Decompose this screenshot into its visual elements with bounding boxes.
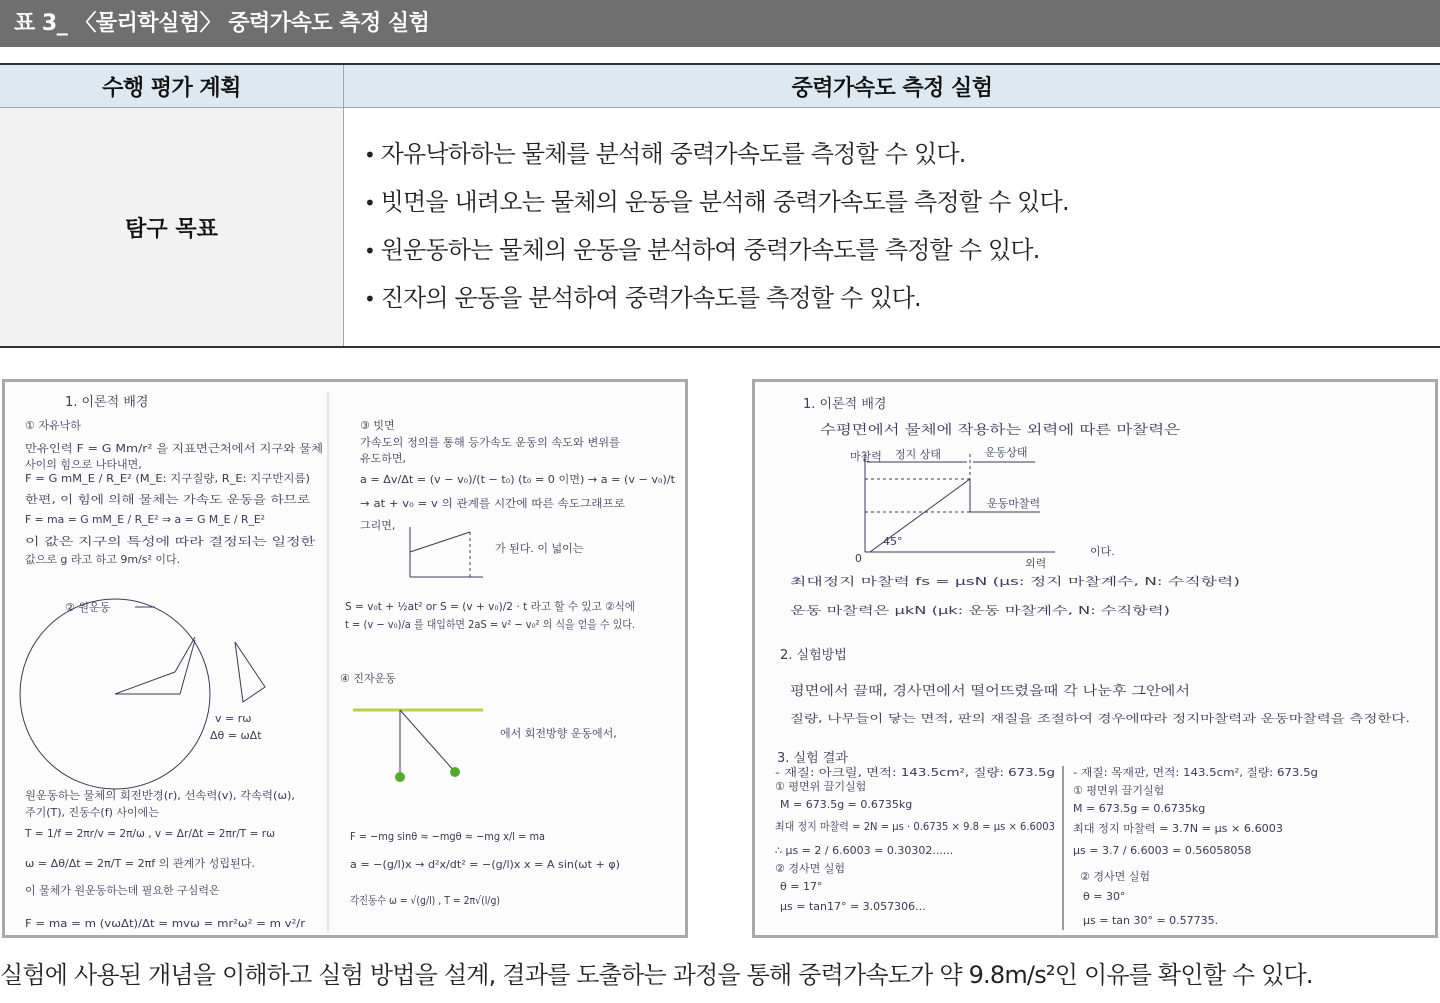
note-left-line: F = ma = m (vωΔt)/Δt = mvω = mr²ω² = m v²/r: [25, 917, 306, 930]
list-item: • 진자의 운동을 분석하여 중력가속도를 측정할 수 있다.: [364, 275, 1440, 323]
pendulum-diagram: [353, 710, 483, 782]
note-left-line: 사이의 힘으로 나타내면,: [25, 458, 142, 471]
note-left-line: 그리면,: [360, 519, 396, 532]
note-left-sec1-title: 1. 이론적 배경: [65, 395, 149, 410]
note-right-graph-angle: 45°: [883, 535, 903, 548]
student-note-left: [2, 379, 688, 938]
note-left-sub4: ④ 진자운동: [340, 672, 396, 685]
note-left-line: → at + v₀ = v 의 관계를 시간에 따른 속도그래프로: [360, 497, 611, 510]
note-right-line: M = 673.5g = 0.6735kg: [1073, 802, 1206, 815]
note-left-line: 에서 회전방향 운동에서,: [500, 727, 617, 740]
list-item: • 자유낙하하는 물체를 분석해 중력가속도를 측정할 수 있다.: [364, 131, 1440, 179]
note-left-line: 이 값은 지구의 특성에 따라 결정되는 일정한: [25, 535, 238, 548]
velocity-time-graph: [410, 527, 483, 577]
note-right-line: 이다.: [1090, 545, 1115, 558]
note-right-line: 최대정지 마찰력 fs = μsN (μs: 정지 마찰계수, N: 수직항력): [790, 575, 1083, 588]
note-right-line: 최대 정지 마찰력 = 3.7N = μs × 6.6003: [1073, 822, 1280, 835]
header-experiment: 중력가속도 측정 실험: [344, 64, 1440, 108]
note-right-graph-origin: 0: [855, 552, 862, 565]
note-left-line: 한편, 이 힘에 의해 물체는 가속도 운동을 하므로: [25, 493, 255, 506]
note-right-graph-x: 외력: [1025, 557, 1047, 570]
note-left-line: ω = Δθ/Δt = 2π/T = 2πf 의 관계가 성립된다.: [25, 857, 254, 870]
assessment-plan-table: [0, 63, 1440, 348]
note-right-sec3-title: 3. 실험 결과: [777, 751, 848, 766]
note-right-graph-y: 마찰력: [850, 450, 882, 463]
goal-list: [344, 131, 1440, 323]
caption: 실험에 사용된 개념을 이해하고 실험 방법을 설계, 결과를 도출하는 과정을 통해 중력가속도가 약 9.8m/s²인 이유를 확인할 수 있다.: [0, 961, 1313, 989]
list-item: • 빗면을 내려오는 물체의 운동을 분석해 중력가속도를 측정할 수 있다.: [364, 179, 1440, 227]
note-right-line: μs = tan17° = 3.057306...: [780, 900, 926, 913]
note-left-sub2: ② 원운동: [65, 601, 111, 614]
list-item: • 원운동하는 물체의 운동을 분석하여 중력가속도를 측정할 수 있다.: [364, 227, 1440, 275]
note-left-line: 유도하면,: [360, 452, 407, 465]
note-left-line: 만유인력 F = G Mm/r² 을 지표면근처에서 지구와 물체: [25, 442, 291, 455]
note-right-line: 수평면에서 물체에 작용하는 외력에 따른 마찰력은: [820, 423, 1105, 438]
note-left-line: a = Δv/Δt = (v − v₀)/(t − t₀) (t₀ = 0 이면) → a = (v − v₀)/t: [360, 473, 671, 486]
note-left-line: v = rω: [215, 712, 252, 725]
goals-cell: [344, 108, 1440, 348]
header-plan: 수행 평가 계획: [0, 64, 344, 108]
note-left-line: 이 물체가 원운동하는데 필요한 구심력은: [25, 884, 220, 897]
table-row: [0, 108, 1440, 348]
note-left-line: F = ma = G mM_E / R_E² ⇒ a = G M_E / R_E²: [25, 513, 265, 526]
note-right-graph-kinetic: 운동마찰력: [987, 497, 1041, 510]
note-right-line: M = 673.5g = 0.6735kg: [780, 798, 913, 811]
note-left-line: T = 1/f = 2πr/v = 2π/ω , v = Δr/Δt = 2πr/T = rω: [24, 827, 275, 840]
note-right-line: ① 평면위 끌기실험: [775, 780, 867, 793]
note-right-graph-moving: 운동상태: [985, 446, 1028, 459]
student-note-right: [752, 379, 1438, 938]
note-right-line: 운동 마찰력은 μkN (μk: 운동 마찰계수, N: 수직항력): [790, 604, 1048, 617]
note-right-line: 질량, 나무들이 닿는 면적, 판의 재질을 조절하여 경우에따라 정지마찰력과 운동마찰력을 측정한다.: [790, 712, 1261, 725]
note-left-line: 값으로 g 라고 하고 9m/s² 이다.: [25, 553, 181, 566]
note-right-line: μs = tan 30° = 0.57735.: [1083, 914, 1219, 927]
note-left-line: 주기(T), 진동수(f) 사이에는: [25, 806, 159, 819]
note-left-line: a = −(g/l)x → d²x/dt² = −(g/l)x x = A sin(ωt + φ): [350, 858, 620, 871]
note-right-line: 최대 정지 마찰력 = 2N = μs · 0.6735 × 9.8 = μs × 6.6003: [775, 820, 1084, 833]
note-left-sub1: ① 자유낙하: [25, 419, 81, 432]
note-left-line: 각진동수 ω = √(g/l) , T = 2π√(l/g): [350, 894, 528, 907]
note-left-line: S = v₀t + ½at² or S = (v + v₀)/2 · t 라고 할 수 있고 ②식에: [345, 600, 648, 613]
table-title: 표 3_ 〈물리학실험〉 중력가속도 측정 실험: [0, 0, 1440, 47]
note-left-sub3: ③ 빗면: [360, 419, 395, 432]
note-left-line: t = (v − v₀)/a 를 대입하면 2aS = v² − v₀² 의 식을 얻을 수 있다.: [345, 618, 668, 631]
note-right-line: μs = 3.7 / 6.6003 = 0.56058058: [1073, 844, 1252, 857]
note-left-line: 원운동하는 물체의 회전반경(r), 선속력(v), 각속력(ω),: [25, 789, 287, 802]
note-right-sec1-title: 1. 이론적 배경: [803, 397, 887, 412]
note-right-line: ① 평면위 끌기실험: [1073, 784, 1165, 797]
row-label-goal: 탐구 목표: [0, 108, 344, 348]
note-right-line: 평면에서 끌때, 경사면에서 떨어뜨렸을때 각 나눈후 그안에서: [790, 684, 1133, 699]
note-right-sec2-title: 2. 실험방법: [780, 648, 847, 663]
table-header-row: [0, 64, 1440, 108]
note-right-line: - 재질: 목재판, 면적: 143.5cm², 질량: 673.5g: [1073, 766, 1303, 779]
note-right-line: θ = 30°: [1083, 890, 1126, 903]
note-left-line: 가 된다. 이 넓이는: [495, 542, 584, 555]
note-left-line: F = −mg sinθ ≈ −mgθ ≈ −mg x/l = ma: [350, 830, 545, 843]
note-right-line: - 재질: 아크릴, 면적: 143.5cm², 질량: 673.5g: [775, 766, 1005, 779]
note-left-sheet: [5, 382, 685, 935]
note-left-line: 가속도의 정의를 통해 등가속도 운동의 속도와 변위를: [360, 436, 615, 449]
note-right-line: ∴ μs = 2 / 6.6003 = 0.30302......: [775, 844, 954, 857]
note-right-line: θ = 17°: [780, 880, 823, 893]
note-left-line: F = G mM_E / R_E² (M_E: 지구질량, R_E: 지구반지름): [25, 472, 299, 485]
note-left-line: Δθ = ωΔt: [210, 729, 262, 742]
note-right-graph-static: 정지 상태: [895, 448, 942, 461]
note-right-line: ② 경사면 실험: [775, 862, 845, 875]
circular-motion-diagram: [20, 599, 265, 789]
note-right-sheet: [755, 382, 1435, 935]
note-right-line: ② 경사면 실험: [1080, 870, 1150, 883]
